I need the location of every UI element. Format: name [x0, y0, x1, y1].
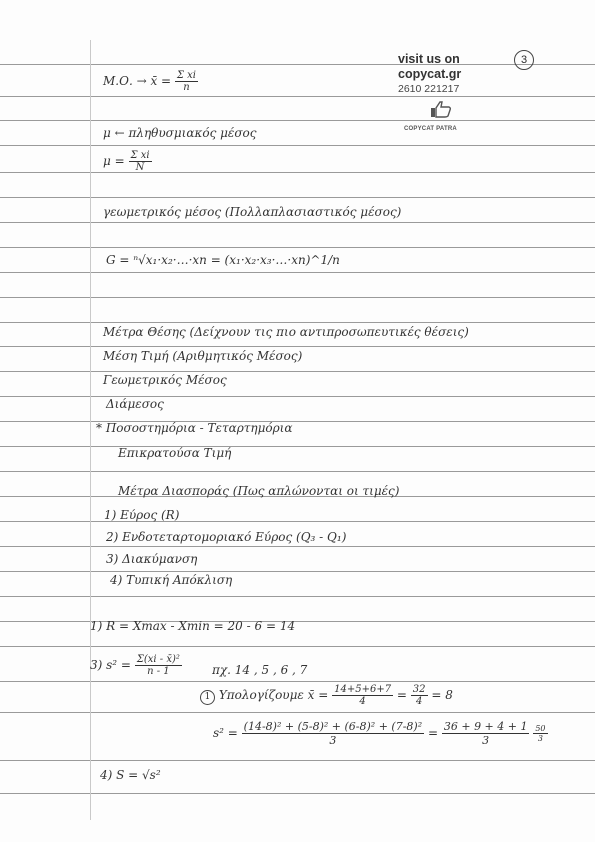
s2-equals: =: [427, 726, 439, 740]
calc-variance: [90, 654, 182, 677]
step-numerator: 14+5+6+7: [334, 684, 392, 695]
item-mean: Μέση Τιμή (Αριθμητικός Μέσος): [103, 349, 303, 363]
phone-text: 2610 221217: [398, 83, 460, 95]
dispersion-item-variance: 3) Διακύμανση: [106, 552, 198, 566]
dispersion-item-range: 1) Εύρος (R): [104, 508, 180, 522]
copycat-stamp: [394, 50, 584, 140]
variance-denominator: n - 1: [147, 666, 170, 677]
s2-denominator-2: 3: [482, 734, 490, 747]
sample-variance-calc: [213, 720, 548, 747]
variance-fraction: [135, 654, 182, 677]
s2-fraction: [242, 720, 424, 747]
item-median: Διάμεσος: [106, 397, 164, 411]
s2-final-denominator: 3: [537, 734, 543, 743]
visit-text: visit us on: [398, 52, 460, 66]
pop-mean-denominator: N: [135, 162, 145, 173]
pop-mean-label: μ ← πληθυσμιακός μέσος: [103, 126, 257, 140]
step-equals: =: [396, 688, 407, 702]
s2-denominator: 3: [329, 734, 337, 747]
step-denominator: 4: [359, 696, 366, 707]
step-numerator-2: 32: [412, 684, 426, 695]
pop-mean-formula: [103, 150, 152, 173]
step-number-circle: 1: [200, 690, 215, 705]
s2-final-fraction: [533, 724, 547, 743]
step-fraction: [332, 684, 393, 707]
mean-fraction: [175, 70, 198, 93]
mean-def-text: Μ.Ο. → x̄ =: [103, 74, 172, 88]
thumbs-up-icon: [430, 100, 452, 118]
geo-mean-label: γεωμετρικός μέσος (Πολλαπλασιαστικός μέσος): [103, 205, 402, 219]
s2-lhs: s² =: [213, 726, 238, 740]
brand-text: COPYCAT PATRA: [404, 126, 457, 132]
measures-position-heading: Μέτρα Θέσης (Δείχνουν τις πιο αντιπροσωπευτικές θέσεις): [103, 325, 469, 339]
calc-std: 4) S = √s²: [100, 768, 161, 782]
s2-final-numerator: 50: [535, 724, 546, 733]
s2-numerator-2: 36 + 9 + 4 + 1: [443, 720, 528, 733]
calc-example: πχ. 14 , 5 , 6 , 7: [212, 663, 308, 677]
step-denominator-2: 4: [415, 696, 423, 707]
item-geometric-mean: Γεωμετρικός Μέσος: [103, 373, 227, 387]
pop-mean-numerator: Σ xi: [130, 150, 150, 161]
measures-dispersion-heading: Μέτρα Διασποράς (Πως απλώνονται οι τιμές): [118, 484, 400, 498]
item-mode: Επικρατούσα Τιμή: [118, 446, 232, 460]
step-result: = 8: [431, 688, 453, 702]
item-quantiles: * Ποσοστημόρια - Τεταρτημόρια: [96, 421, 293, 435]
dispersion-item-std: 4) Τυπική Απόκλιση: [110, 573, 233, 587]
calc-range: 1) R = Xmax - Xmin = 20 - 6 = 14: [90, 619, 296, 633]
mean-numerator: Σ xi: [176, 70, 196, 81]
variance-numerator: Σ(xi - x̄)²: [136, 654, 180, 665]
s2-numerator: (14-8)² + (5-8)² + (6-8)² + (7-8)²: [243, 720, 423, 733]
s2-fraction-2: [442, 720, 530, 747]
geo-mean-formula: G = ⁿ√x₁·x₂·…·xn = (x₁·x₂·x₃·…·xn)^1/n: [106, 253, 340, 267]
mean-denominator: n: [183, 82, 190, 93]
site-text: copycat.gr: [398, 67, 462, 81]
pop-mean-fraction: [129, 150, 152, 173]
mean-definition: [103, 70, 198, 93]
step-compute-mean: [200, 684, 453, 707]
dispersion-item-iqr: 2) Ενδοτεταρτομοριακό Εύρος (Q₃ - Q₁): [106, 530, 347, 544]
pop-mean-lhs: μ =: [103, 154, 125, 168]
page-number: 3: [514, 50, 534, 70]
variance-lhs: 3) s² =: [90, 658, 131, 672]
step-fraction-2: [411, 684, 428, 707]
margin-line: [90, 40, 91, 820]
step-text: Υπολογίζουμε x̄ =: [218, 688, 329, 702]
